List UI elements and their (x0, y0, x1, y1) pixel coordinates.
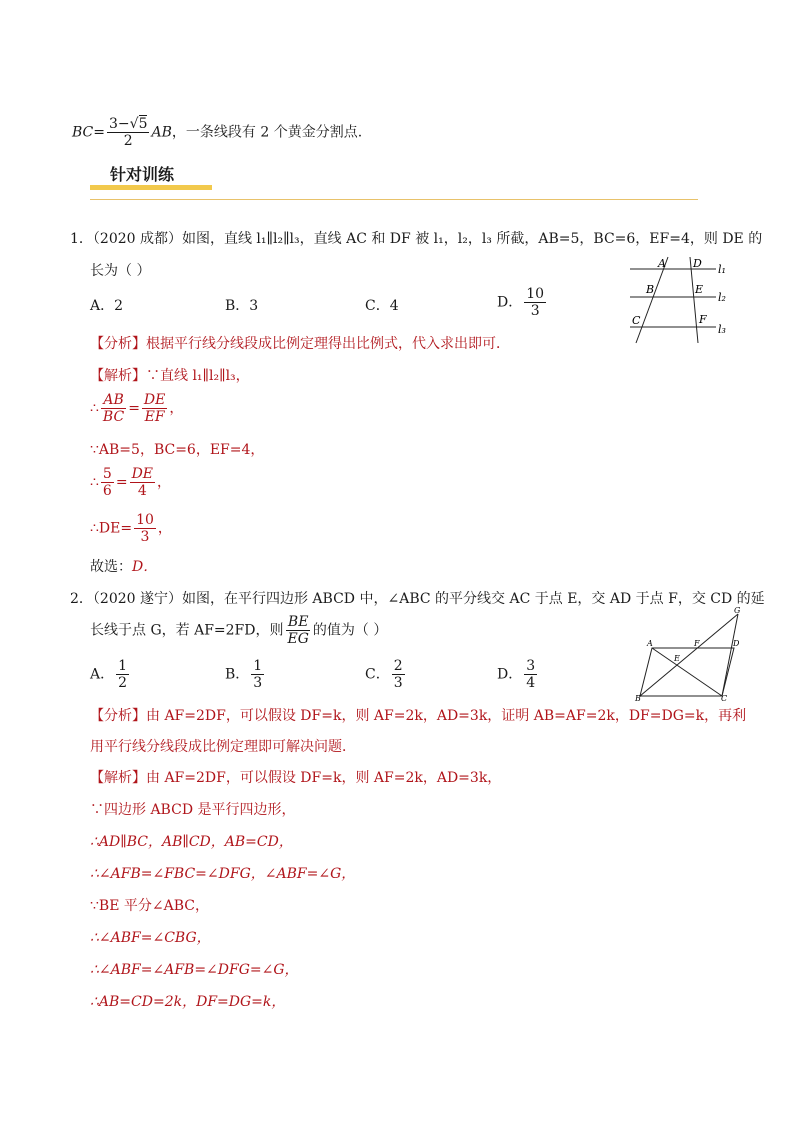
q2-stem-2-a: 长线于点 G，若 AF=2FD，则 (90, 622, 284, 639)
q2-analysis-tag: 【分析】 (90, 708, 146, 724)
q2-solution-5: ∵BE 平分∠ABC， (90, 898, 209, 914)
golden-ratio-line (72, 116, 362, 149)
q2-solution-3: ∴AD∥BC，AB∥CD，AB=CD， (90, 834, 293, 850)
q1-answer (90, 557, 157, 577)
q2-opt-d-num: 3 (526, 658, 536, 674)
q2-stem-den: EG (287, 631, 309, 647)
q1-solution-tag: 【解析】 (90, 368, 146, 384)
q2-option-a[interactable] (90, 658, 131, 691)
ab-text: AB (151, 124, 172, 141)
q2-stem-2-b: 的值为（ ） (312, 622, 388, 639)
q2-solution-6: ∴∠ABF=∠CBG， (90, 930, 211, 946)
q1-sol-2-d2: EF (144, 409, 165, 425)
q2-option-c[interactable] (365, 658, 407, 691)
q2-solution-4: ∴∠AFB=∠FBC=∠DFG，∠ABF=∠G， (90, 866, 356, 882)
q1-analysis-text: 根据平行线分线段成比例定理得出比例式，代入求出即可． (146, 336, 510, 352)
q1-sol-4-d1: 6 (102, 483, 112, 499)
q2-label-d: D (733, 639, 740, 648)
q2-stem-1: 2．（2020 遂宁）如图，在平行四边形 ABCD 中，∠ABC 的平分线交 AC 于点 E，交 AD 于点 F，交 CD 的延 (70, 591, 765, 607)
q2-opt-c-num: 2 (393, 658, 403, 674)
q1-solution-4: ∴ $\frac{5}{6}$ = $\frac{DE}{4}$ ， (90, 466, 172, 499)
q1-label-f: F (699, 313, 707, 326)
q1-answer-value: D． (132, 559, 158, 575)
q2-option-b[interactable] (225, 658, 266, 691)
q2-opt-b-num: 1 (253, 658, 263, 674)
q1-sol-2-frac-1 (101, 392, 126, 425)
q2-opt-a-prefix: A． (90, 666, 115, 683)
q1-label-a: A (658, 257, 666, 270)
q1-label-l3: l₃ (718, 323, 726, 336)
q1-sol-5-den: 3 (140, 529, 150, 545)
q2-stem-frac (285, 614, 310, 647)
q2-label-b: B (635, 694, 641, 702)
q1-answer-prefix: 故选： (90, 559, 132, 575)
q2-solution-1 (90, 768, 501, 788)
q1-analysis (90, 334, 510, 354)
q2-opt-d-frac (524, 658, 537, 691)
q2-opt-b-den: 3 (253, 675, 263, 691)
q1-sol-2-n1: AB (103, 392, 124, 408)
q1-label-e: E (695, 283, 704, 296)
q1-sol-4-n2: DE (131, 466, 154, 482)
q1-label-c: C (632, 314, 641, 327)
q1-sol-2-prefix: ∴ (90, 400, 99, 417)
q1-label-b: B (646, 283, 655, 296)
q2-label-f: F (694, 639, 700, 648)
q2-analysis-text-1: 由 AF=2DF，可以假设 DF=k，则 AF=2k，AD=3k，证明 AB=AF=2k，DF=DG=k，再利 (146, 708, 747, 724)
section-heading (90, 164, 212, 190)
q2-opt-c-frac (392, 658, 405, 691)
q2-opt-d-prefix: D． (497, 666, 523, 683)
q2-label-a: A (647, 639, 653, 648)
q2-stem-2 (90, 614, 387, 647)
q1-option-b[interactable]: B．3 (225, 298, 259, 314)
q2-opt-c-den: 3 (393, 675, 403, 691)
q1-sol-4-n1: 5 (102, 466, 112, 482)
q1-sol-5-lhs: ∴DE= (90, 520, 133, 537)
q1-opt-d-num: 10 (526, 286, 545, 302)
q1-opt-d-prefix: D． (497, 294, 523, 311)
q1-sol-4-frac-2 (130, 466, 155, 499)
frac-den: 2 (123, 133, 133, 149)
section-rule (90, 199, 698, 200)
bc-lhs: BC= (72, 124, 105, 141)
q2-label-c: C (721, 694, 728, 702)
q1-sol-2-d1: BC (102, 409, 125, 425)
q1-sol-5-frac (134, 512, 156, 545)
q1-figure (626, 255, 736, 347)
golden-fraction: $\frac{3-√5}{2}$ (109, 116, 148, 149)
q1-option-d[interactable] (497, 286, 548, 319)
q2-option-d[interactable] (497, 658, 539, 691)
q1-option-a[interactable]: A．2 (90, 298, 124, 314)
q1-stem-1: 1．（2020 成都）如图，直线 l₁∥l₂∥l₃，直线 AC 和 DF 被 l₁，l₂，l₃ 所截，AB=5，BC=6，EF=4，则 DE 的 (70, 231, 763, 247)
q1-sol-4-d2: 4 (137, 483, 147, 499)
q2-diagonal-ac (652, 648, 722, 696)
q2-opt-a-den: 2 (118, 675, 128, 691)
q1-sol-1-text: ∵直线 l₁∥l₂∥l₃， (146, 368, 250, 384)
golden-ratio-text: ，一条线段有 2 个黄金分割点. (171, 124, 363, 141)
q2-opt-b-prefix: B． (225, 666, 250, 683)
q2-opt-b-frac (251, 658, 264, 691)
q1-analysis-tag: 【分析】 (90, 336, 146, 352)
q1-label-l1: l₁ (718, 263, 726, 276)
q1-opt-d-den: 3 (530, 303, 540, 319)
q2-opt-d-den: 4 (526, 675, 536, 691)
q2-label-g: G (734, 606, 741, 615)
section-title: 针对训练 (110, 165, 175, 184)
q1-solution-3: ∵AB=5，BC=6，EF=4， (90, 442, 265, 458)
q2-solution-8: ∴AB=CD=2k，DF=DG=k， (90, 994, 286, 1010)
q1-sol-2-frac-2 (142, 392, 167, 425)
q2-analysis-1 (90, 706, 746, 726)
q1-solution-2: ∴ $\frac{AB}{BC}$ = $\frac{DE}{EF}$ ， (90, 392, 184, 425)
q2-figure (630, 604, 745, 702)
frac-num: 3− (109, 116, 130, 132)
q2-solution-2: ∵四边形 ABCD 是平行四边形， (90, 802, 296, 818)
q2-solution-7: ∴∠ABF=∠AFB=∠DFG=∠G， (90, 962, 299, 978)
q1-label-d: D (693, 257, 702, 270)
q2-stem-num: BE (287, 614, 309, 630)
q1-opt-d-frac (524, 286, 546, 319)
sqrt-arg: 5 (138, 116, 148, 132)
q1-solution-1 (90, 366, 250, 386)
q2-bisector-bg (640, 614, 738, 696)
q1-sol-2-n2: DE (143, 392, 166, 408)
q1-solution-5: ∴DE= $\frac{10}{3}$ ， (90, 512, 172, 545)
q1-label-l2: l₂ (718, 291, 726, 304)
q2-analysis-2: 用平行线分线段成比例定理即可解决问题． (90, 739, 356, 755)
q2-extension-cg (722, 614, 738, 696)
q2-solution-tag: 【解析】 (90, 770, 146, 786)
q2-opt-a-num: 1 (118, 658, 128, 674)
q2-opt-a-frac (116, 658, 129, 691)
q2-sol-1-text: 由 AF=2DF，可以假设 DF=k，则 AF=2k，AD=3k， (146, 770, 502, 786)
q1-sol-5-num: 10 (136, 512, 154, 528)
q2-label-e: E (674, 654, 680, 663)
q1-sol-4-frac-1 (101, 466, 114, 499)
q2-opt-c-prefix: C． (365, 666, 390, 683)
q1-stem-2: 长为（ ） (90, 263, 151, 279)
q1-option-c[interactable]: C．4 (365, 298, 399, 314)
